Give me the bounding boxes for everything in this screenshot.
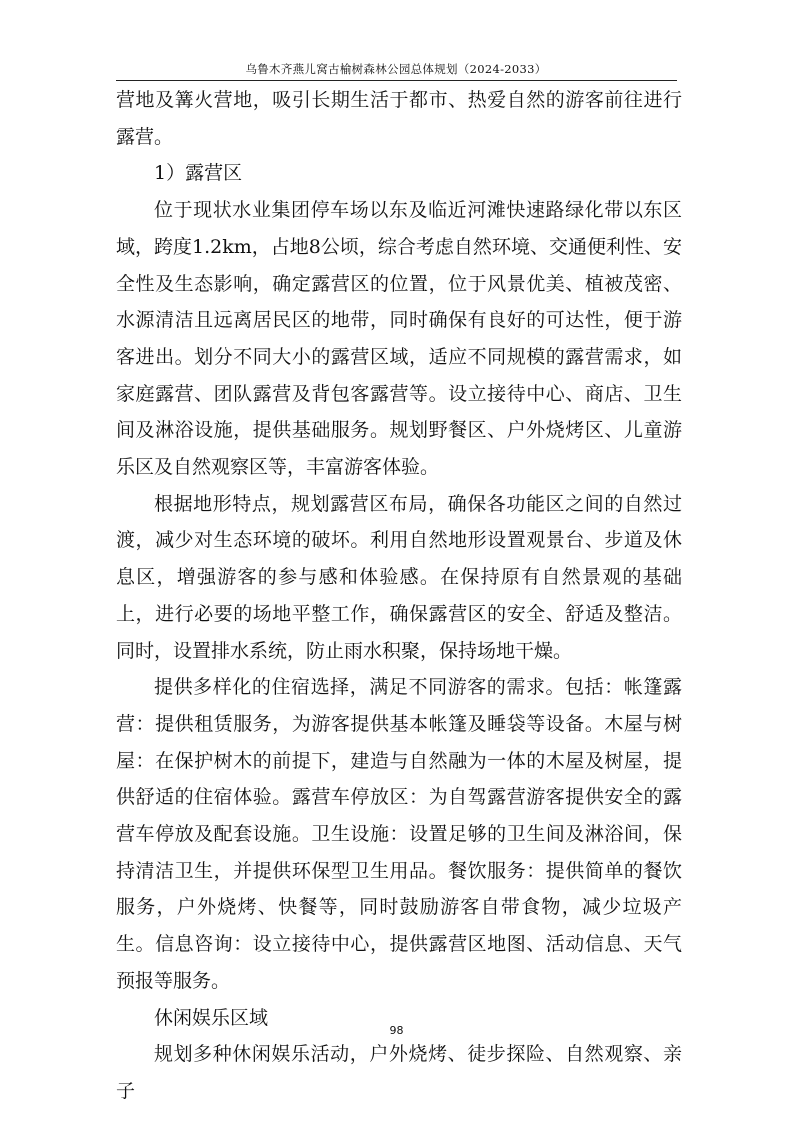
header-divider bbox=[116, 80, 677, 81]
section-heading-leisure-area: 休闲娱乐区域 bbox=[154, 1006, 269, 1029]
running-header: 乌鲁木齐燕儿窝古榆树森林公园总体规划（2024-2033） bbox=[245, 62, 547, 76]
paragraph-location: 位于现状水业集团停车场以东及临近河滩快速路绿化带以东区域，跨度1.2km，占地8公顷，综合考虑自然环境、交通便利性、安全性及生态影响，确定露营区的位置，位于风景优美、植被茂密、水源清洁且远离居民区的地带，同时确保有良好的可达性，便于游客进出。划分不同大小的露营区域，适应不同规模的露营需求，如家庭露营、团队露营及背包客露营等。设立接待中心、商店、卫生间及淋浴设施，提供基础服务。规划野餐区、户外烧烤区、儿童游乐区及自然观察区等，丰富游客体验。 bbox=[116, 199, 682, 479]
section-heading-camping-area: 1）露营区 bbox=[154, 162, 243, 185]
paragraph-accommodation: 提供多样化的住宿选择，满足不同游客的需求。包括：帐篷露营：提供租赁服务，为游客提供基本帐篷及睡袋等设备。木屋与树屋：在保护树木的前提下，建造与自然融为一体的木屋及树屋，提供舒适的住宿体验。露营车停放区：为自驾露营游客提供安全的露营车停放及配套设施。卫生设施：设置足够的卫生间及淋浴间，保持清洁卫生，并提供环保型卫生用品。餐饮服务：提供简单的餐饮服务，户外烧烤、快餐等，同时鼓励游客自带食物，减少垃圾产生。信息咨询：设立接待中心，提供露营区地图、活动信息、天气预报等服务。 bbox=[116, 676, 682, 992]
paragraph-intro-continued: 营地及篝火营地，吸引长期生活于都市、热爱自然的游客前往进行露营。 bbox=[116, 89, 682, 148]
document-body bbox=[116, 82, 682, 1110]
page-number: 98 bbox=[389, 1024, 404, 1037]
paragraph-leisure: 规划多种休闲娱乐活动，户外烧烤、徒步探险、自然观察、亲子 bbox=[116, 1043, 682, 1102]
paragraph-layout: 根据地形特点，规划露营区布局，确保各功能区之间的自然过渡，减少对生态环境的破坏。利用自然地形设置观景台、步道及休息区，增强游客的参与感和体验感。在保持原有自然景观的基础上，进行必要的场地平整工作，确保露营区的安全、舒适及整洁。同时，设置排水系统，防止雨水积聚，保持场地干燥。 bbox=[116, 492, 682, 662]
